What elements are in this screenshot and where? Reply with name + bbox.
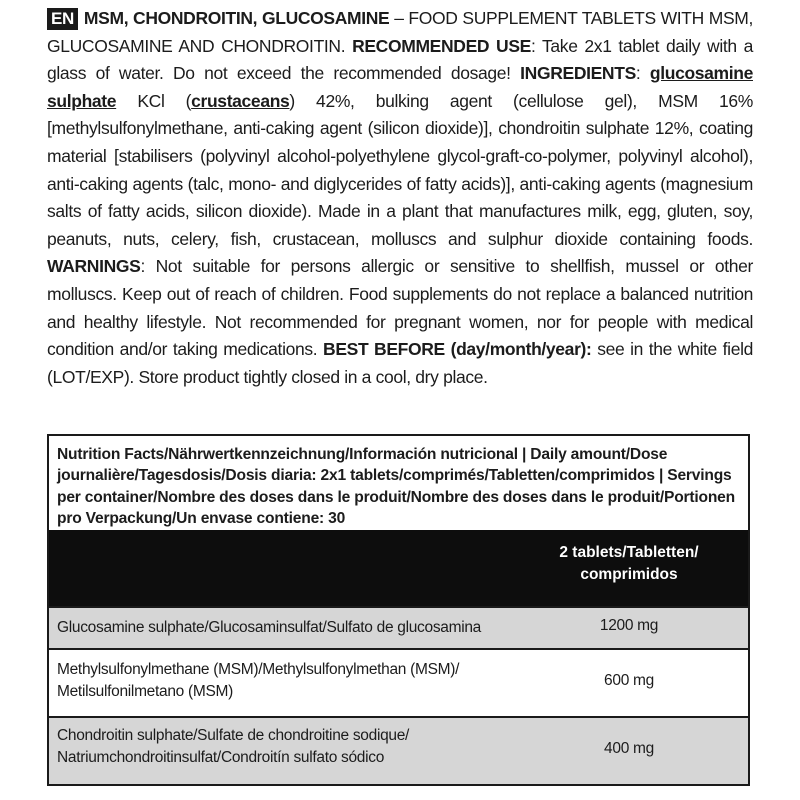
column-header-line-2: comprimidos — [580, 566, 678, 583]
nutrient-name: Methylsulfonylmethane (MSM)/Methylsulfonylmethan (MSM)/ Metilsulfonilmetano (MSM) — [57, 661, 460, 700]
best-before-text: see in the white field (LOT/EXP). Store product tightly closed in a cool, dry place. — [47, 339, 754, 387]
ingredients-kcl: KCl ( — [116, 90, 192, 111]
ingredients-text: ) 42%, bulking agent (cellulose gel), MSM 16% [methylsulfonylmethane, anti-caking agent (silicon dioxide)], chondroitin sulphate 12%, coating material [stabilisers (polyvinyl alcohol-polyethylene glycol-graft-co-polymer, polyvinyl alcohol), anti-caking agents (talc, mono- and diglycerides of fatty acids)], anti-caking agents (magnesium salts of fatty acids, silicon dioxide). Made in a plant that manufactures milk, egg, gluten, soy, peanuts, nuts, celery, fish, crustacean, molluscs and sulphur dioxide containing foods. — [47, 90, 753, 249]
allergen-glucosamine: glucosamine sulphate — [47, 63, 753, 111]
warnings-heading: WARNINGS — [47, 256, 141, 277]
label-text — [47, 5, 753, 391]
allergen-crustaceans: crustaceans — [191, 90, 290, 111]
table-row — [49, 716, 748, 786]
recommended-use-heading: RECOMMENDED USE — [352, 35, 531, 56]
nutrient-amount: 400 mg — [604, 740, 654, 757]
recommended-use-text: : Take 2x1 tablet daily with a glass of water. Do not exceed the recommended dosage! — [47, 35, 753, 84]
nutrition-facts-header: Nutrition Facts/Nährwertkennzeichnung/Información nutricional | Daily amount/Dose journalière/Tagesdosis/Dosis diaria: 2x1 tablets/comprimés/Tabletten/comprimidos | Servings per container/Nombre des doses dans le produit/Nombre des doses dans le produit/Portionen pro Verpackung/Un envase contiene: 30 — [57, 446, 735, 527]
product-description: – FOOD SUPPLEMENT TABLETS WITH MSM, GLUCOSAMINE AND CHONDROITIN. — [47, 8, 754, 56]
nutrition-table-header — [49, 530, 748, 606]
best-before-heading: BEST BEFORE (day/month/year): — [323, 339, 592, 360]
warnings-text: : Not suitable for persons allergic or sensitive to shellfish, mussel or other molluscs. Keep out of reach of children. Food supplements do not replace a balanced nutrition and healthy lifestyle. Not recommended for pregnant women, nor for people with medical condition and/or taking medications. — [47, 256, 753, 360]
column-header-serving — [516, 542, 742, 586]
table-row — [49, 606, 748, 648]
table-row — [49, 648, 748, 716]
nutrient-amount: 1200 mg — [599, 617, 659, 634]
nutrient-name: Chondroitin sulphate/Sulfate de chondroitine sodique/ Natriumchondroitinsulfat/Condroitín sulfato sódico — [57, 727, 410, 766]
ingredients-heading: INGREDIENTS — [520, 63, 636, 84]
product-name: MSM, CHONDROITIN, GLUCOSAMINE — [83, 8, 390, 28]
nutrient-name: Glucosamine sulphate/Glucosaminsulfat/Sulfato de glucosamina — [57, 619, 481, 636]
nutrition-facts-panel — [47, 434, 750, 786]
language-badge: EN — [47, 8, 78, 30]
nutrient-amount: 600 mg — [604, 672, 654, 689]
ingredients-colon: : — [635, 63, 650, 84]
column-header-line-1: 2 tablets/Tabletten/ — [559, 544, 699, 561]
